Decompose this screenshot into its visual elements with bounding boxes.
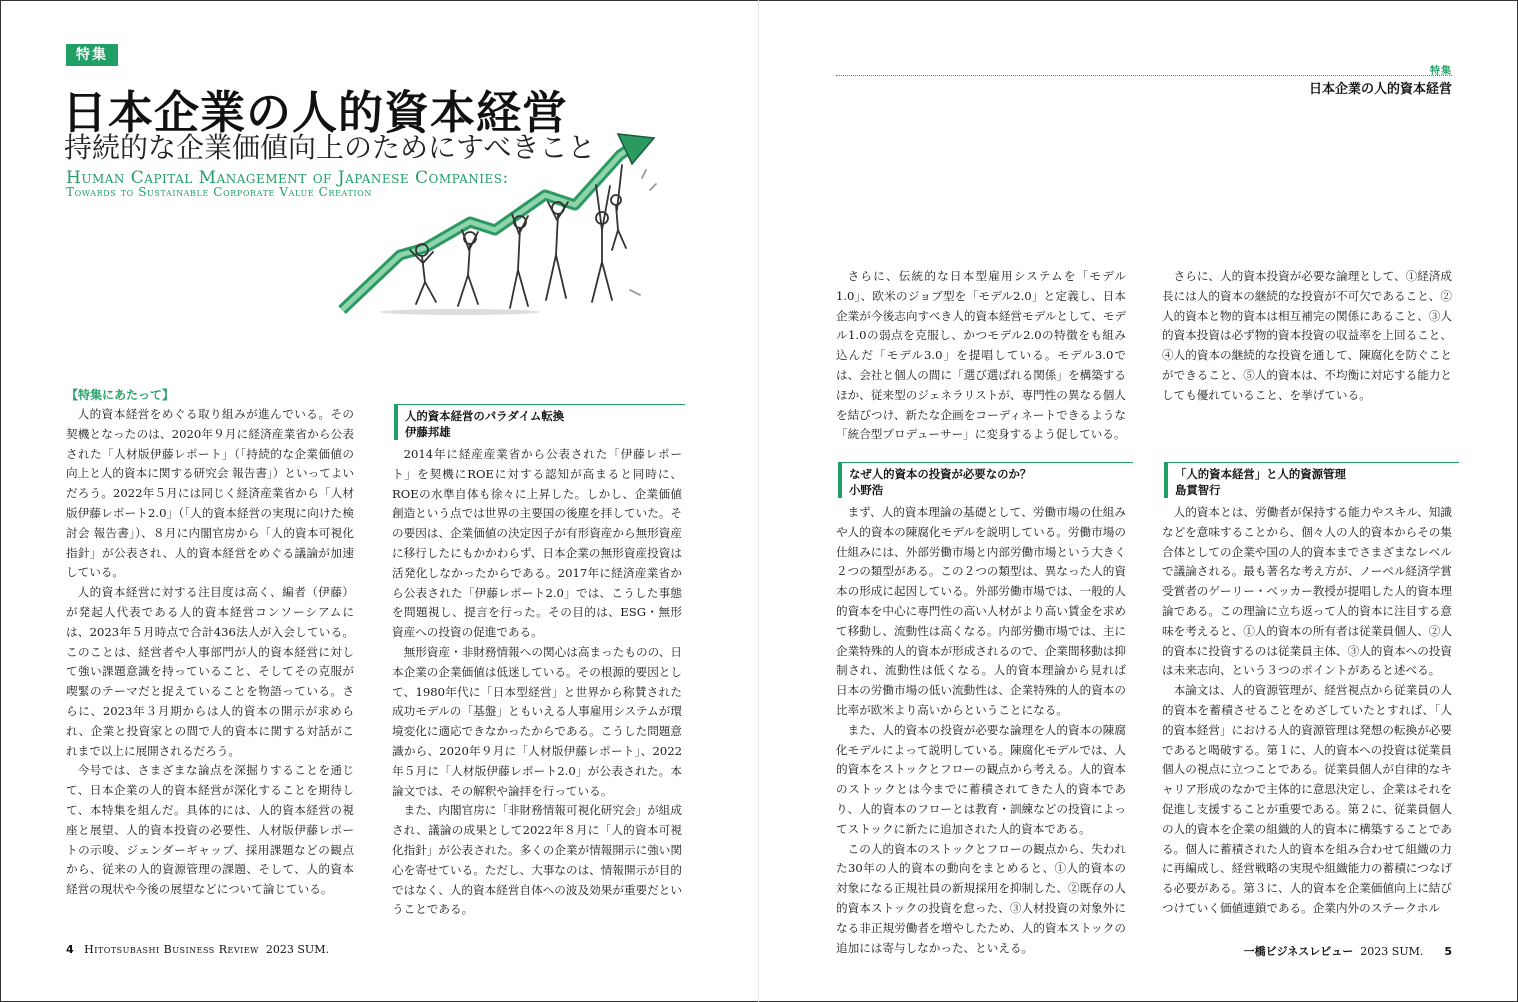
section3-title: 「人的資本経営」と人的資源管理 bbox=[1175, 467, 1346, 481]
section2-body-b bbox=[1162, 267, 1452, 406]
section2-paragraph: さらに、人的資本投資が必要な論理として、①経済成長には人的資本の継続的な投資が不可欠であること、②人的資本と物的資本は相互補完の関係にあること、③人的資本投資は必ず物的資本投資の収益率を上回ること、④人的資本の継続的な投資を通して、陳腐化を防ぐことができること、⑤人的資本は、不均衡に対応する能力としても優れていること、を挙げている。 bbox=[1162, 269, 1452, 402]
section1-author: 伊藤邦雄 bbox=[405, 425, 451, 439]
english-title: Human Capital Management of Japanese Companies: bbox=[66, 168, 509, 188]
footer-right bbox=[1244, 943, 1452, 959]
col3-intro-body bbox=[836, 267, 1126, 445]
page-number-right: 5 bbox=[1444, 945, 1452, 958]
running-title: 日本企業の人的資本経営 bbox=[1308, 82, 1452, 97]
section2-body-a bbox=[836, 503, 1126, 958]
section3-paragraph: 本論文は、人的資源管理が、経営視点から従業員の人的資本を蓄積させることをめざしていたとすれば、「人的資本経営」における人的資源管理は発想の転換が必要であると喝破する。第１に、人的資本への投資は従業員個人の視点に立つことである。従業員個人が自律的なキャリア形成のなかで主体的に意思決定し、企業はそれを促進し支援することが重要である。第２に、従業員個人の人的資本を企業の組織的人的資本に構築することである。個人に蓄積された人的資本を組み合わせて組織の力に再編成し、経営戦略の実現や組織能力の蓄積につなげる必要がある。第３に、人的資本を企業価値向上に結びつけていく価値連鎖である。企業内外のステークホル bbox=[1162, 683, 1452, 915]
lead-paragraph: 人的資本経営に対する注目度は高く、編者（伊藤）が発起人代表である人的資本経営コンソーシアムには、2023年５月時点で合計436法人が入会している。このことは、経営者や人事部門が人的資本経営に対して強い課題意識を持っていること、そしてその克服が喫緊のテーマだと捉えていることを物語っている。さらに、2023年３月期からは人的資本の開示が求められ、企業と投資家との間で人的資本に関する対話がこれまで以上に展開されるだろう。 bbox=[66, 585, 354, 758]
footer-magazine-right: 一橋ビジネスレビュー bbox=[1243, 945, 1354, 958]
section2-author: 小野浩 bbox=[849, 483, 884, 497]
section1-paragraph: 無形資産・非財務情報への関心は高まったものの、日本企業の企業価値は低迷している。その根源的要因として、1980年代に「日本型経営」と世界から称賛された成功モデルの「基盤」ともいえる人事雇用システムが環境変化に適応できなかったからである。こうした問題意識から、2020年９月に「人材版伊藤レポート」、2022年５月に「人材版伊藤レポート2.0」が公表された。本論文では、その解釈や論拝を行っている。 bbox=[392, 644, 682, 798]
col3-intro-paragraph: さらに、伝統的な日本型雇用システムを「モデル1.0」、欧米のジョブ型を「モデル2.0」と定義し、日本企業が今後志向すべき人的資本経営モデルとして、モデル1.0の弱点を克服し、かつモデル2.0の特徴をも組み込んだ「モデル3.0」を提唱している。モデル3.0では、会社と個人の間に「選び選ばれる関係」を構築するほか、従来型のジェネラリストが、専門性の異なる個人を結びつけ、新たな企画をコーディネートできるような「統合型プロデューサー」に変身するよう促している。 bbox=[836, 269, 1126, 442]
section2-paragraph: また、人的資本の投資が必要な論理を人的資本の陳腐化モデルによって説明している。陳腐化モデルでは、人的資本をストックとフローの観点から考える。人的資本のストックとは今までに蓄積されてきた人的資本であり、人的資本のフローとは教育・訓練などの投資によってストックに新たに追加された人的資本である。 bbox=[836, 722, 1126, 836]
lead-body bbox=[66, 405, 354, 900]
section2-heading bbox=[838, 462, 1133, 498]
section2-paragraph: この人的資本のストックとフローの観点から、失われた30年の人的資本の動向をまとめると、①人的資本の対象になる正規社員の新規採用を抑制した、②既存の人的資本ストックの投資を怠った、③人材投資の対象外になる非正規労働者を増やしたため、人的資本ストックの追加には寄与しなかった、といえる。 bbox=[836, 841, 1126, 955]
section2-title: なぜ人的資本の投資が必要なのか？ bbox=[849, 467, 1032, 481]
lead-paragraph: 人的資本経営をめぐる取り組みが進んでいる。その契機となったのは、2020年９月に経済産業省から公表された「人材版伊藤レポート」（「持続的な企業価値の向上と人的資本に関する研究会 報告書」）といってよいだろう。2022年５月には同じく経済産業省から「人材版伊藤レポート2.0」（「人的資本経営の実現に向けた検討会 報告書」）、８月に内閣官房から「人的資本可視化指針」が公表され、人的資本経営をめぐる議論が加速している。 bbox=[66, 407, 354, 580]
footer-issue-right: 2023 SUM. bbox=[1360, 945, 1424, 958]
section3-author: 島貫智行 bbox=[1175, 483, 1221, 497]
footer-left bbox=[66, 943, 329, 956]
section1-heading bbox=[394, 404, 685, 440]
people-figures-icon bbox=[380, 165, 656, 315]
page-number-left: 4 bbox=[66, 943, 74, 956]
running-tag: 特集 bbox=[1430, 66, 1452, 77]
section1-paragraph: また、内閣官房に「非財務情報可視化研究会」が組成され、議論の成果として2022年８月に「人的資本可視化指針」が公表された。多くの企業が情報開示に強い関心を寄せている。ただし、大事なのは、情報開示が目的ではなく、人的資本経営自体への波及効果が重要だということである。 bbox=[392, 803, 682, 917]
section1-title: 人的資本経営のパラダイム転換 bbox=[405, 409, 565, 423]
english-subtitle: Towards to Sustainable Corporate Value Creation bbox=[66, 185, 372, 199]
feature-tag: 特集 bbox=[66, 44, 118, 66]
rising-arrow-people-illustration bbox=[330, 130, 670, 320]
section1-body bbox=[392, 445, 682, 920]
feature-subtitle: 持続的な企業価値向上のためにすべきこと bbox=[64, 131, 596, 164]
section3-paragraph: 人的資本とは、労働者が保持する能力やスキル、知識などを意味することから、個々人の人的資本からその集合体としての企業や国の人的資本までさまざまなレベルで議論される。最も著名な考え方が、ノーベル経済学賞受賞者のゲーリー・ベッカー教授が提唱した人的資本理論である。この理論に立ち返って人的資本に注目する意味を考えると、①人的資本の所有者は従業員個人、②人的資本に投資するのは従業員主体、③人的資本への投資は未来志向、という３つのポイントがあると述べる。 bbox=[1162, 505, 1452, 678]
section1-paragraph: 2014年に経産産業省から公表された「伊藤レポート」を契機にROEに対する認知が高まると同時に、ROEの水準自体も徐々に上昇した。しかし、企業価値創造という点では世界の主要国の後塵を拝していた。その要因は、企業価値の決定因子が有形資産から無形資産に移行したにもかかわらず、日本企業の無形資産投資は活発化しなかったからである。2017年に経済産業省から公表された「伊藤レポート2.0」では、こうした事態を問題視し、提言を行った。その目的は、ESG・無形資産への投資の促進である。 bbox=[392, 447, 682, 640]
footer-issue-left: 2023 SUM. bbox=[265, 943, 329, 956]
feature-title: 日本企業の人的資本経営 bbox=[62, 86, 569, 139]
section3-body bbox=[1162, 503, 1452, 919]
lead-heading: 【特集にあたって】 bbox=[66, 388, 175, 402]
lead-paragraph: 今号では、さまざまな論点を深掘りすることを通じて、日本企業の人的資本経営が深化することを期待して、本特集を組んだ。具体的には、人的資本経営の視座と展望、人的資本投資の必要性、人材版伊藤レポートの示唆、ジェンダーギャップ、採用課題などの観点から、従来の人的資源管理の課題、そして、人的資本経営の現状や今後の展望などについて論じている。 bbox=[66, 763, 354, 897]
page-spine bbox=[758, 0, 759, 1002]
section3-heading bbox=[1164, 462, 1459, 498]
footer-magazine-left: Hitotsubashi Business Review bbox=[84, 943, 259, 956]
running-rule bbox=[836, 75, 1452, 76]
section2-paragraph: まず、人的資本理論の基礎として、労働市場の仕組みや人的資本の陳腐化モデルを説明している。労働市場の仕組みには、外部労働市場と内部労働市場という大きく２つの類型がある。この２つの類型は、異なった人的資本の形成に起因している。外部労働市場では、一般的人的資本を中心に専門性の高い人材がより高い賃金を求めて移動し、流動性は高くなる。内部労働市場では、主に企業特殊的人的資本が形成されるので、企業間移動は抑制され、流動性は低くなる。人的資本理論から見れば日本の労働市場の低い流動性は、企業特殊的人的資本の比率が欧米より高いからということになる。 bbox=[836, 505, 1126, 717]
